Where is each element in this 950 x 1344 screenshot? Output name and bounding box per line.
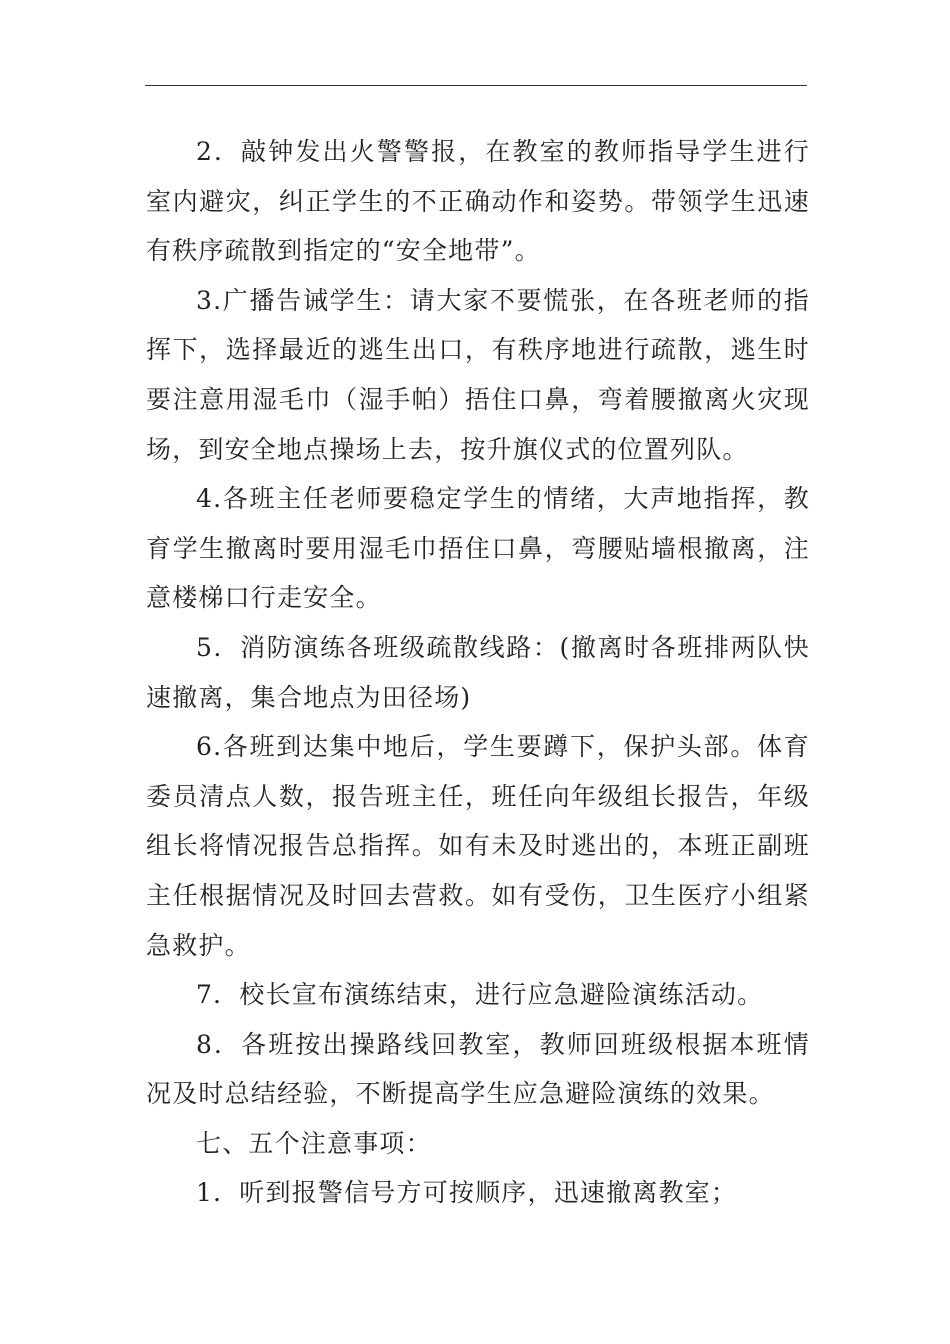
- paragraph-step-6: 6.各班到达集中地后，学生要蹲下，保护头部。体育委员清点人数，报告班主任，班任向年级组长报告，年级组长将情况报告总指挥。如有未及时逃出的，本班正副班主任根据情况及时回去营救。如有受伤，卫生医疗小组紧急救护。: [146, 732, 810, 960]
- paragraph-step-3: 3.广播告诫学生：请大家不要慌张，在各班老师的指挥下，选择最近的逃生出口，有秩序地进行疏散，逃生时要注意用湿毛巾（湿手帕）捂住口鼻，弯着腰撤离火灾现场，到安全地点操场上去，按升旗仪式的位置列队。: [146, 285, 810, 464]
- section-heading-precautions: 七、五个注意事项：: [196, 1128, 432, 1158]
- document-body: [146, 127, 810, 1218]
- paragraph-step-2: 2．敲钟发出火警警报，在教室的教师指导学生进行室内避灾，纠正学生的不正确动作和姿势。带领学生迅速有秩序疏散到指定的“安全地带”。: [146, 137, 810, 266]
- paragraph-precaution-1: 1．听到报警信号方可按顺序，迅速撤离教室；: [196, 1178, 738, 1208]
- paragraph-step-8: 8．各班按出操路线回教室，教师回班级根据本班情况及时总结经验，不断提高学生应急避险演练的效果。: [146, 1029, 810, 1109]
- paragraph-step-5: 5．消防演练各班级疏散线路：(撤离时各班排两队快速撤离，集合地点为田径场): [146, 632, 810, 712]
- header-rule: [145, 85, 807, 86]
- paragraph-step-4: 4.各班主任老师要稳定学生的情绪，大声地指挥，教育学生撤离时要用湿毛巾捂住口鼻，弯腰贴墙根撤离，注意楼梯口行走安全。: [146, 484, 810, 613]
- paragraph-step-7: 7．校长宣布演练结束，进行应急避险演练活动。: [196, 980, 764, 1010]
